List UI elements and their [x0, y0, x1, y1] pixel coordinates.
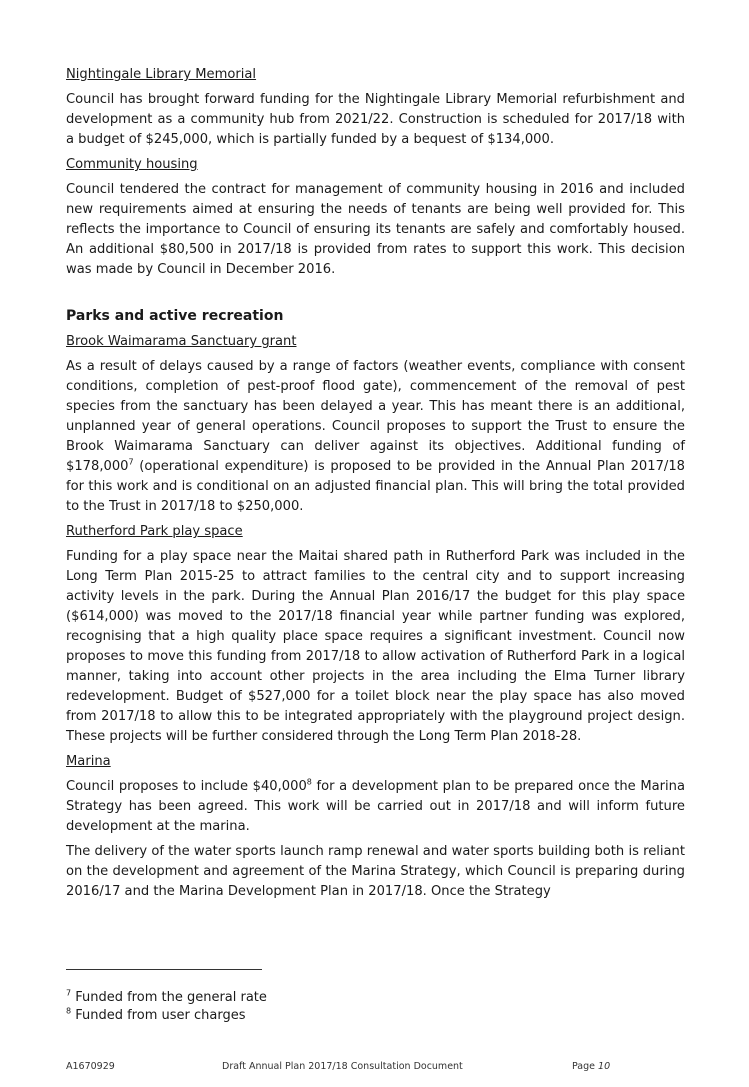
rutherford-paragraph: Funding for a play space near the Maitai shared path in Rutherford Park was included in the Long Term Plan 2015-25 to attract families to the central city and to support increasing activity levels in the park. During the Annual Plan 2016/17 the budget for this play space ($614,000) was moved to the 2017/18 financial year while partner funding was explored, recognising that a high quality place space requires a significant investment. Council now proposes to move this funding from 2017/18 to allow activation of Rutherford Park in a logical manner, taking into account other projects in the area including the Elma Turner library redevelopment. Budget of $527,000 for a toilet block near the play space has also moved from 2017/18 to allow this to be integrated appropriately with the playground project design. These projects will be further considered through the Long Term Plan 2018-28. — [66, 549, 685, 744]
footnote-number: 8 — [66, 1006, 72, 1016]
page-label: Page — [572, 1061, 599, 1072]
parks-section-title: Parks and active recreation — [66, 308, 284, 324]
footnote-number: 7 — [66, 988, 72, 998]
footnotes — [66, 989, 267, 1025]
brook-text-a: As a result of delays caused by a range of factors (weather events, compliance with consent conditions, completion of pest-proof flood gate), commencement of the removal of pest species from the sanctuary has been delayed a year. This has meant there is an additional, unplanned year of general operations. Council proposes to support the Trust to ensure the Brook Waimarama Sanctuary can deliver against its objectives. Additional funding of $178,000 — [66, 359, 685, 474]
footer-doc-title: Draft Annual Plan 2017/18 Consultation Document — [222, 1061, 463, 1072]
footnote-ref-7: 7 — [128, 457, 134, 467]
footer-page — [572, 1061, 610, 1072]
footnote-7 — [66, 989, 267, 1007]
footnote-ref-8: 8 — [306, 777, 312, 787]
footnote-divider — [66, 969, 262, 970]
footnote-8 — [66, 1007, 267, 1025]
footnote-text: Funded from the general rate — [71, 990, 267, 1005]
brook-paragraph — [66, 357, 685, 517]
housing-heading: Community housing — [66, 157, 198, 172]
marina-text-b: for a development plan to be prepared once the Marina Strategy has been agreed. This work will be carried out in 2017/18 and will inform future development at the marina. — [66, 779, 685, 834]
marina-paragraph-2: The delivery of the water sports launch ramp renewal and water sports building both is reliant on the development and agreement of the Marina Strategy, which Council is preparing during 2016/17 and the Marina Development Plan in 2017/18. Once the Strategy — [66, 844, 685, 899]
housing-paragraph: Council tendered the contract for management of community housing in 2016 and included new requirements aimed at ensuring the needs of tenants are being well provided for. This reflects the importance to Council of ensuring its tenants are safely and comfortably housed. An additional $80,500 in 2017/18 is provided from rates to support this work. This decision was made by Council in December 2016. — [66, 182, 685, 277]
marina-text-a: Council proposes to include $40,000 — [66, 779, 307, 794]
page-number: 10 — [598, 1061, 611, 1072]
nightingale-heading: Nightingale Library Memorial — [66, 67, 257, 82]
nightingale-paragraph: Council has brought forward funding for the Nightingale Library Memorial refurbishment and development as a community hub from 2021/22. Construction is scheduled for 2017/18 with a budget of $245,000, which is partially funded by a bequest of $134,000. — [66, 92, 685, 147]
marina-paragraph-1 — [66, 777, 685, 837]
brook-text-b: (operational expenditure) is proposed to be provided in the Annual Plan 2017/18 for this work and is conditional on an adjusted financial plan. This will bring the total provided to the Trust in 2017/18 to $250,000. — [66, 459, 685, 514]
marina-heading: Marina — [66, 754, 111, 769]
footnote-text: Funded from user charges — [71, 1008, 246, 1023]
brook-heading: Brook Waimarama Sanctuary grant — [66, 334, 297, 349]
rutherford-heading: Rutherford Park play space — [66, 524, 243, 539]
page-body — [66, 65, 685, 907]
footer-doc-id: A1670929 — [66, 1061, 115, 1072]
